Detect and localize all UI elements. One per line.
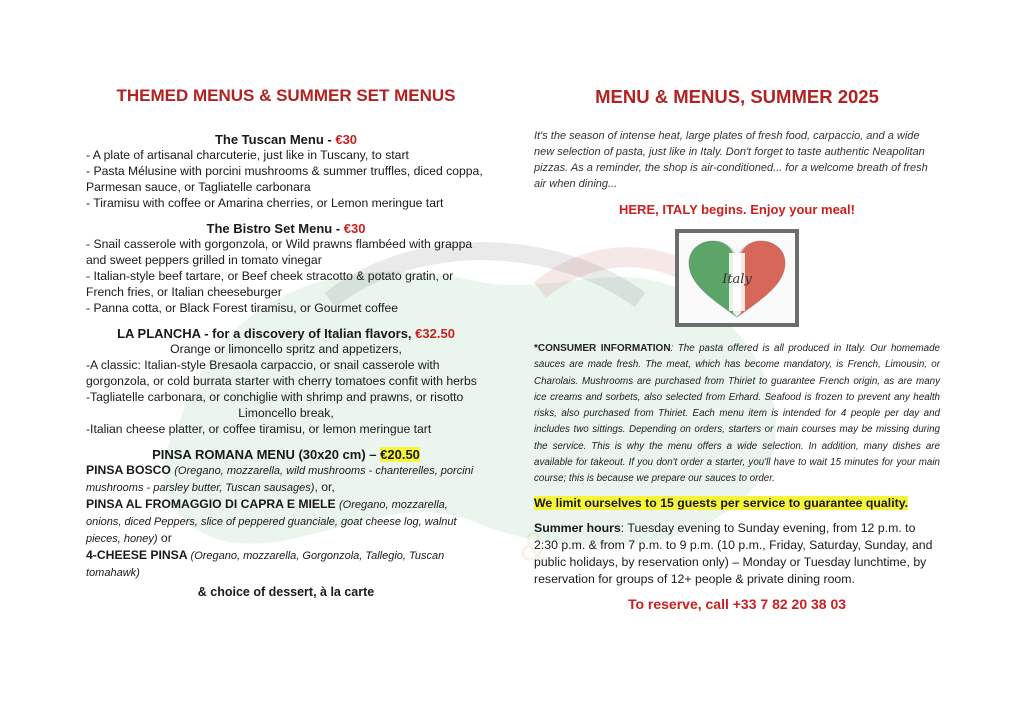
pinsa-item-desc: (Oregano, mozzarella, Gorgonzola, Tallegio, Tuscan tomahawk) xyxy=(86,550,445,579)
pinsa-item-name: PINSA BOSCO xyxy=(86,463,175,477)
plancha-break: Limoncello break, xyxy=(238,406,334,420)
pinsa-item xyxy=(86,462,486,496)
tuscan-menu-name: The Tuscan Menu - xyxy=(214,132,336,147)
plancha-menu-price: €32.50 xyxy=(415,326,455,341)
consumer-info-text: : The pasta offered is all produced in Italy. Our homemade sauces are made fresh. The meat, which has become mandatory, is French, Limousin, or Charolais. Mushrooms are purchased from Thiriet to guarantee French origin, as are many ice creams and sorbets, also selected from Erhard. Seafood is frozen to prevent any health risks, also purchased from Thiriet. Each menu item is intended for 4 people per day and includes two sittings. Depending on orders, starters or main courses may be missing during the service. This is why the menu offers a wide selection. In addition, many dishes are available for takeout. If you don't order a starter, you'll have to wait 15 minutes for your main course; this is because we prepare our sauces to order. xyxy=(534,343,940,485)
plancha-intro: Orange or limoncello spritz and appetizers, xyxy=(170,342,402,356)
right-title: MENU & MENUS, SUMMER 2025 xyxy=(595,86,879,107)
plancha-last: -Italian cheese platter, or coffee tiramisu, or lemon meringue tart xyxy=(86,422,432,436)
tuscan-item: - A plate of artisanal charcuterie, just like in Tuscany, to start xyxy=(86,148,409,162)
pinsa-item xyxy=(86,547,486,581)
reserve-phone[interactable]: To reserve, call +33 7 82 20 38 03 xyxy=(627,595,847,612)
pinsa-item-suffix: , or, xyxy=(314,480,335,494)
svg-text:&: & xyxy=(520,525,547,569)
bistro-item: - Panna cotta, or Black Forest tiramisu, or Gourmet coffee xyxy=(86,301,399,315)
pinsa-item-name: PINSA AL FROMAGGIO DI CAPRA E MIELE xyxy=(86,497,340,511)
pinsa-item-desc: (Oregano, mozzarella, onions, diced Peppers, slice of peppered guanciale, goat cheese log, walnut pieces, honey) xyxy=(86,499,457,545)
right-column xyxy=(534,86,940,612)
pinsa-item-suffix: or xyxy=(157,531,172,545)
tuscan-menu-title xyxy=(86,132,486,147)
dessert-note: & choice of dessert, à la carte xyxy=(197,585,375,599)
pinsa-menu-name: PINSA ROMANA MENU (30x20 cm) – xyxy=(152,447,381,462)
consumer-info-label: *CONSUMER INFORMATION xyxy=(534,343,671,354)
summer-hours-text: : Tuesday evening to Sunday evening, from 12 p.m. to 2:30 p.m. & from 7 p.m. to 9 p.m. (10 p.m., Friday, Saturday, Sunday, and public holidays, by reservation only) – Monday or Tuesday lunchtime, by reservation for groups of 12+ people & private dining room. xyxy=(534,520,933,586)
plancha-menu-title xyxy=(86,326,486,341)
bistro-menu-title xyxy=(86,221,486,236)
summer-hours-label: Summer hours xyxy=(534,520,621,535)
bistro-menu-price: €30 xyxy=(343,221,366,236)
italy-image-label: Italy xyxy=(722,272,752,287)
left-column xyxy=(86,86,486,599)
tuscan-item: - Pasta Mélusine with porcini mushrooms & summer truffles, diced coppa, Parmesan sauce, or Tagliatelle carbonara xyxy=(86,164,483,194)
pinsa-menu-price: €20.50 xyxy=(380,447,420,462)
italy-heart-icon xyxy=(679,233,795,323)
pinsa-item-desc: (Oregano, mozzarella, wild mushrooms - chanterelles, porcini mushrooms - parsley butter, Tuscan sausages) xyxy=(86,465,474,494)
bistro-item: - Italian-style beef tartare, or Beef cheek stracotto & potato gratin, or French fries, or Italian cheeseburger xyxy=(86,269,454,299)
summer-hours xyxy=(534,520,940,588)
tuscan-item: - Tiramisu with coffee or Amarina cherries, or Lemon meringue tart xyxy=(86,196,444,210)
plancha-item: -A classic: Italian-style Bresaola carpaccio, or snail casserole with gorgonzola, or cold burrata starter with cherry tomatoes confit with herbs xyxy=(86,358,477,388)
bistro-menu-name: The Bistro Set Menu - xyxy=(206,221,344,236)
bistro-item: - Snail casserole with gorgonzola, or Wild prawns flambéed with grappa and sweet peppers grilled in tomato vinegar xyxy=(86,237,473,267)
pinsa-item-name: 4-CHEESE PINSA xyxy=(86,548,191,562)
tuscan-menu-price: €30 xyxy=(335,132,358,147)
intro-text: It's the season of intense heat, large plates of fresh food, carpaccio, and a wide new selection of pasta, just like in Italy. Don't forget to taste authentic Neapolitan pizzas. As a reminder, the shop is air-conditioned... for a welcome breath of fresh air when dining... xyxy=(534,130,928,190)
pinsa-item xyxy=(86,496,486,547)
plancha-menu-name: LA PLANCHA - for a discovery of Italian flavors, xyxy=(117,326,416,341)
left-title: THEMED MENUS & SUMMER SET MENUS xyxy=(116,86,456,105)
guest-limit-note xyxy=(534,496,940,510)
guest-limit-text: We limit ourselves to 15 guests per service to guarantee quality. xyxy=(534,495,909,510)
pinsa-menu-title xyxy=(86,447,486,462)
tagline: HERE, ITALY begins. Enjoy your meal! xyxy=(619,202,855,217)
italy-heart-image xyxy=(675,229,799,327)
consumer-information xyxy=(534,341,940,488)
plancha-item: -Tagliatelle carbonara, or conchiglie with shrimp and prawns, or risotto xyxy=(86,390,464,404)
